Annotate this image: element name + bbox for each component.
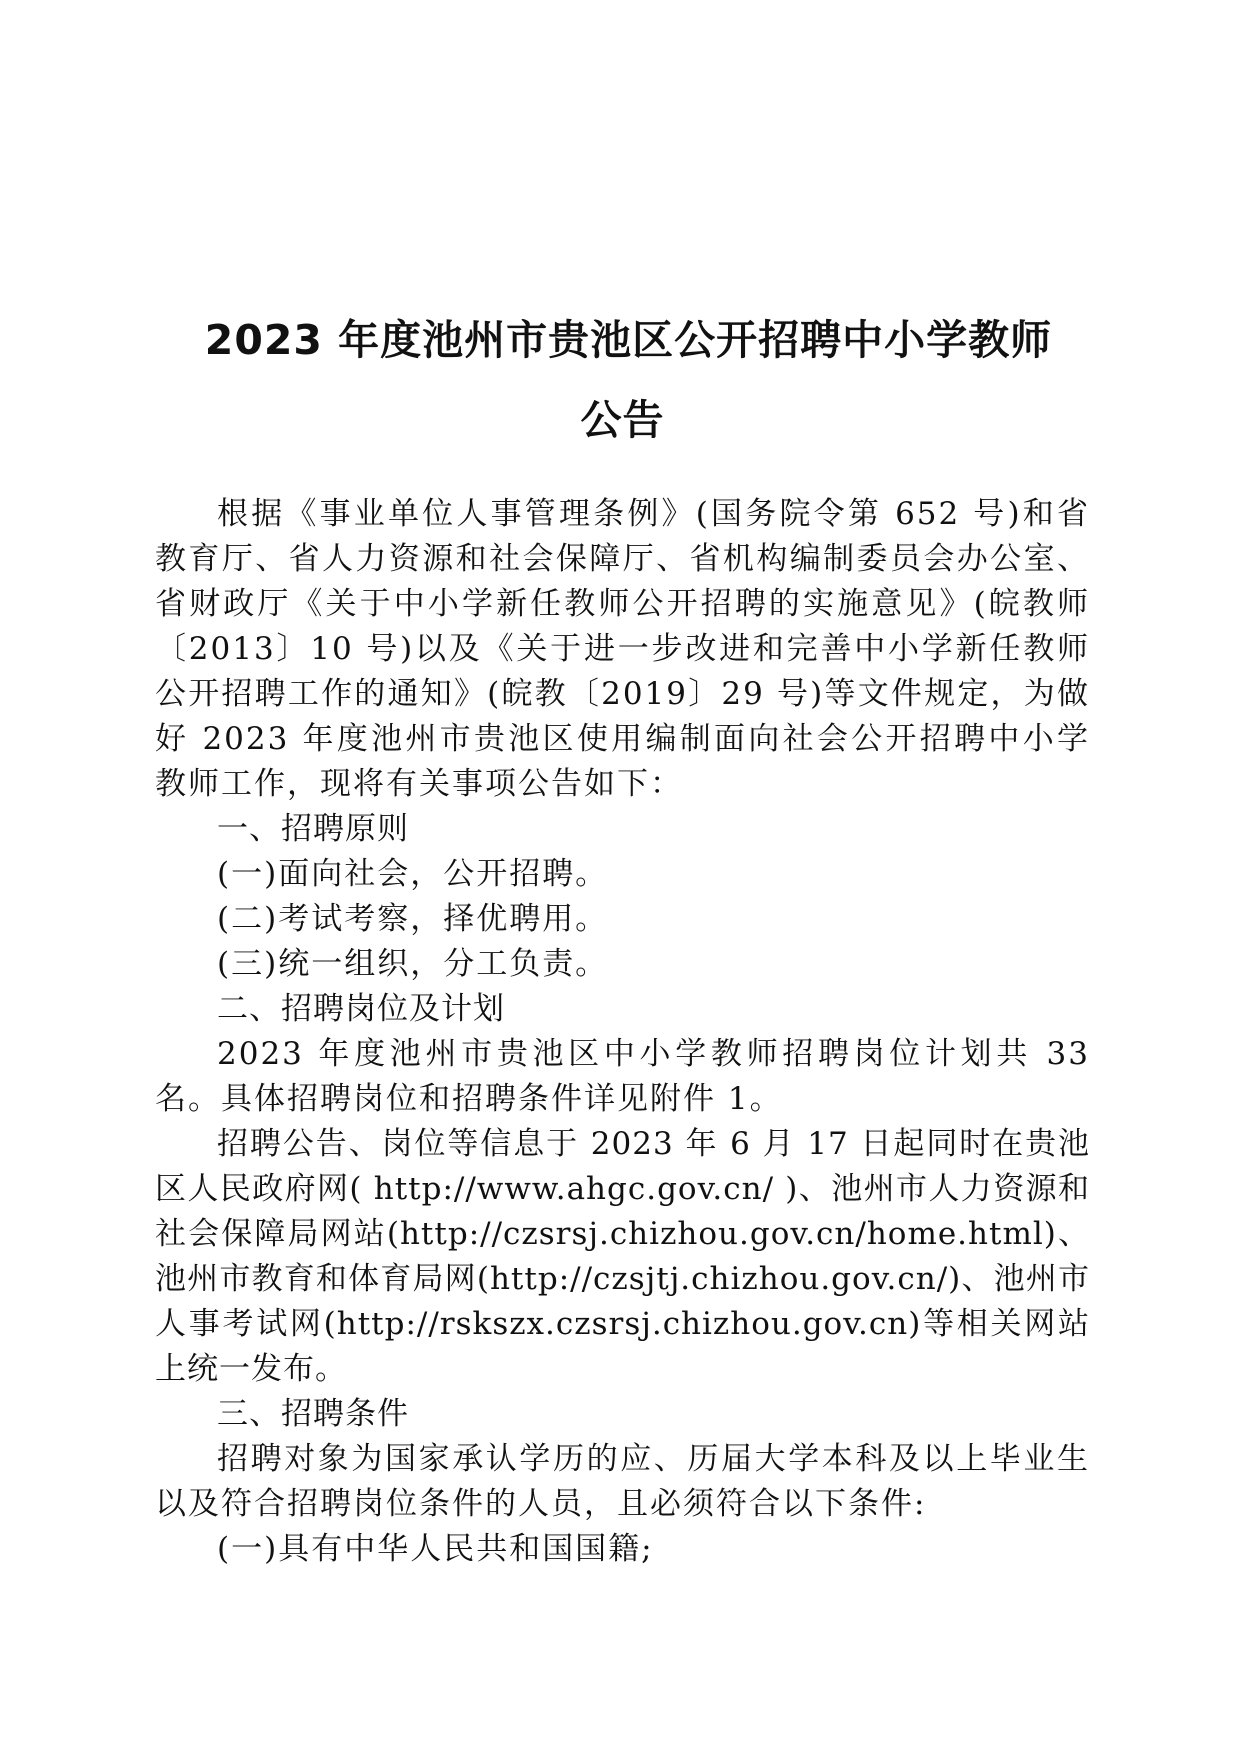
condition-item: (一)具有中华人民共和国国籍; bbox=[217, 1531, 654, 1567]
conditions-paragraph: 招聘对象为国家承认学历的应、历届大学本科及以上毕业生以及符合招聘岗位条件的人员，且必须符合以下条件: bbox=[155, 1441, 1090, 1522]
intro-paragraph: 根据《事业单位人事管理条例》(国务院令第 652 号)和省教育厅、省人力资源和社会保障厅、省机构编制委员会办公室、省财政厅《关于中小学新任教师公开招聘的实施意见》(皖教师〔2013〕10 号)以及《关于进一步改进和完善中小学新任教师公开招聘工作的通知》(皖教〔2019〕29 号)等文件规定，为做好 2023 年度池州市贵池区使用编制面向社会公开招聘中小学教师工作，现将有关事项公告如下： bbox=[155, 496, 1090, 802]
principle-item: (二)考试考察，择优聘用。 bbox=[217, 901, 609, 937]
publication-paragraph: 招聘公告、岗位等信息于 2023 年 6 月 17 日起同时在贵池区人民政府网( http://www.ahgc.gov.cn/ )、池州市人力资源和社会保障局网站(http://czsrsj.chizhou.gov.cn/home.html)、池州市教育和体育局网(http://czsjtj.chizhou.gov.cn/)、池州市人事考试网(http://rskszx.czsrsj.chizhou.gov.cn)等相关网站上统一发布。 bbox=[155, 1126, 1090, 1387]
section-heading-conditions: 三、招聘条件 bbox=[217, 1396, 409, 1432]
section-heading-principles: 一、招聘原则 bbox=[217, 811, 409, 847]
document-title bbox=[155, 300, 1090, 460]
title-line-1: 2023 年度池州市贵池区公开招聘中小学教师 bbox=[204, 316, 1053, 364]
principle-item: (三)统一组织，分工负责。 bbox=[217, 946, 609, 982]
title-line-2: 公告 bbox=[580, 396, 665, 444]
principle-item: (一)面向社会，公开招聘。 bbox=[217, 856, 609, 892]
positions-paragraph: 2023 年度池州市贵池区中小学教师招聘岗位计划共 33 名。具体招聘岗位和招聘条件详见附件 1。 bbox=[155, 1036, 1090, 1117]
section-heading-positions: 二、招聘岗位及计划 bbox=[217, 991, 505, 1027]
